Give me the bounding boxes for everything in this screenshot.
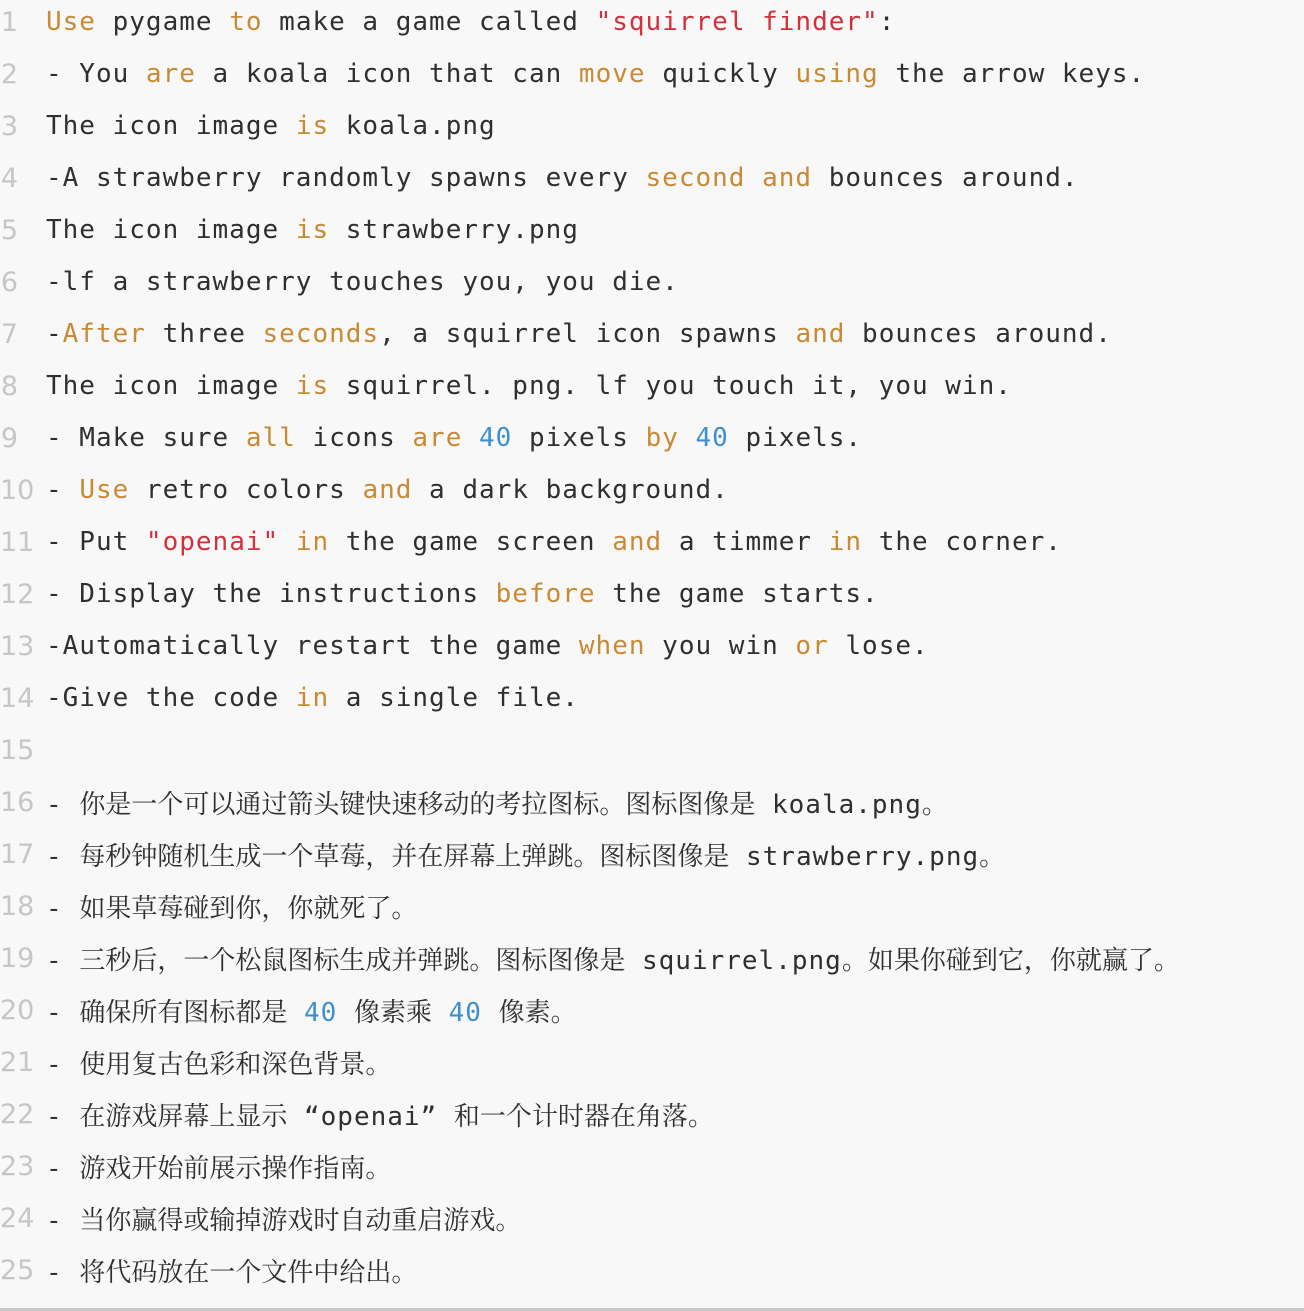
text-token: strawberry.png (729, 841, 980, 872)
text-token: 。如果你碰到它，你就赢了。 (841, 945, 1180, 976)
number-token: 40 (479, 423, 513, 453)
text-token: a koala icon that can (195, 59, 579, 89)
text-token: 。 (921, 789, 948, 820)
text-token: The icon image (46, 371, 296, 401)
text-token: pixels (512, 423, 646, 453)
text-token: The icon image (46, 111, 296, 141)
text-token: you win (645, 631, 796, 661)
text-token: quickly (645, 59, 796, 89)
text-token: bounces around. (812, 163, 1079, 193)
text-token: - Put (46, 527, 146, 557)
text-token (337, 998, 354, 1028)
text-token: 像素。 (498, 997, 577, 1028)
line-content (46, 836, 1304, 873)
line-number: 2 (0, 58, 18, 90)
text-token: pygame (95, 7, 230, 37)
line-content (46, 992, 1304, 1029)
code-line[interactable] (0, 1244, 1304, 1296)
line-number: 20 (0, 994, 35, 1026)
text-token: - (46, 319, 63, 349)
text-token: 当你赢得或输掉游戏时自动重启游戏。 (79, 1205, 522, 1236)
text-token (287, 998, 304, 1028)
text-token: 像素乘 (353, 997, 432, 1028)
text-token: - (46, 997, 80, 1028)
line-number: 16 (0, 786, 35, 818)
text-token: 。 (979, 841, 1006, 872)
line-content (46, 1252, 1304, 1289)
line-content (46, 163, 1304, 193)
keyword-token: before (495, 579, 596, 609)
keyword-token: Use (46, 7, 96, 37)
code-line[interactable] (0, 412, 1304, 464)
text-token: make a game called (262, 7, 596, 37)
number-token: 40 (695, 423, 729, 453)
keyword-token: in (295, 683, 330, 713)
line-number: 12 (0, 578, 35, 610)
text-token: -Automatically restart the game (46, 631, 579, 661)
text-token: - Display the instructions (46, 579, 496, 609)
code-line[interactable] (0, 0, 1304, 48)
code-line[interactable] (0, 308, 1304, 360)
line-content (46, 1044, 1304, 1081)
code-line[interactable] (0, 100, 1304, 152)
text-token: lose. (828, 631, 929, 661)
number-token: 40 (448, 997, 482, 1028)
keyword-token: Use (79, 475, 130, 505)
text-token: - Make sure (46, 423, 246, 453)
text-token: icons (295, 423, 413, 453)
line-content (46, 631, 1304, 661)
keyword-token: second (645, 163, 746, 193)
text-token: 每秒钟随机生成一个草莓，并在屏幕上弹跳。图标图像是 (79, 841, 730, 872)
text-token: bounces around. (845, 319, 1112, 349)
text-token: 和一个计时器在角落。 (453, 1101, 714, 1132)
line-content (46, 475, 1304, 505)
keyword-token: to (229, 7, 263, 37)
text-token: -lf a strawberry touches you, you die. (46, 267, 679, 297)
line-number: 7 (0, 318, 18, 350)
keyword-token: are (145, 59, 196, 89)
code-line[interactable] (0, 984, 1304, 1036)
text-token: 使用复古色彩和深色背景。 (79, 1049, 392, 1080)
line-number: 14 (0, 682, 35, 714)
text-token (679, 423, 696, 453)
line-content (46, 1096, 1304, 1133)
text-token: -A strawberry randomly spawns every (46, 163, 646, 193)
code-line[interactable] (0, 620, 1304, 672)
line-content (46, 371, 1304, 401)
text-token: - You (46, 59, 146, 89)
keyword-token: is (295, 371, 330, 401)
text-token: 确保所有图标都是 (79, 997, 288, 1028)
keyword-token: and (762, 163, 813, 193)
text-token: - (46, 1205, 80, 1236)
code-line[interactable] (0, 932, 1304, 984)
text-token: pixels. (728, 423, 863, 453)
text-token: three (145, 319, 263, 349)
line-content (46, 1200, 1304, 1237)
line-number: 15 (0, 734, 35, 766)
keyword-token: seconds (262, 319, 380, 349)
code-line[interactable] (0, 256, 1304, 308)
line-number: 18 (0, 890, 35, 922)
text-token (432, 998, 449, 1028)
text-token: the corner. (862, 527, 1062, 557)
line-content (46, 527, 1304, 557)
text-token: “openai” (287, 1101, 454, 1132)
code-line[interactable] (0, 568, 1304, 620)
text-token: strawberry.png (329, 215, 579, 245)
code-line[interactable] (0, 48, 1304, 100)
keyword-token: and (795, 319, 846, 349)
line-content (46, 579, 1304, 609)
keyword-token: all (245, 423, 296, 453)
text-token: : (878, 7, 896, 37)
text-token: The icon image (46, 215, 296, 245)
code-line[interactable] (0, 1192, 1304, 1244)
text-token: 你是一个可以通过箭头键快速移动的考拉图标。图标图像是 (79, 789, 756, 820)
keyword-token: using (795, 59, 879, 89)
line-content (46, 784, 1304, 821)
text-token: the game starts. (595, 579, 879, 609)
text-token: 游戏开始前展示操作指南。 (79, 1153, 392, 1184)
text-token: - (46, 945, 80, 976)
code-line[interactable] (0, 724, 1304, 776)
text-token: koala.png (755, 789, 922, 820)
text-token: - (46, 1257, 80, 1288)
line-number: 21 (0, 1046, 35, 1078)
text-token: - (46, 841, 80, 872)
line-number: 24 (0, 1202, 35, 1234)
code-line[interactable] (0, 204, 1304, 256)
code-line[interactable] (0, 776, 1304, 828)
keyword-token: by (645, 423, 679, 453)
code-line[interactable] (0, 464, 1304, 516)
line-content (46, 111, 1304, 141)
code-line[interactable] (0, 1036, 1304, 1088)
line-content (46, 59, 1304, 89)
keyword-token: and (612, 527, 663, 557)
line-number: 1 (0, 6, 18, 38)
line-content (46, 1148, 1304, 1185)
line-number: 13 (0, 630, 35, 662)
line-number: 23 (0, 1150, 35, 1182)
line-number: 9 (0, 422, 18, 454)
text-token: - (46, 1101, 80, 1132)
string-token: "openai" (145, 527, 280, 557)
keyword-token: are (412, 423, 463, 453)
text-token: koala.png (329, 111, 496, 141)
text-token: the arrow keys. (878, 59, 1146, 89)
line-number: 17 (0, 838, 35, 870)
text-token: a single file. (329, 683, 579, 713)
keyword-token: is (295, 111, 330, 141)
code-line[interactable] (0, 360, 1304, 412)
code-line[interactable] (0, 880, 1304, 932)
line-content (46, 7, 1304, 37)
line-content (46, 423, 1304, 453)
keyword-token: or (795, 631, 829, 661)
text-token: 三秒后，一个松鼠图标生成并弹跳。图标图像是 (79, 945, 626, 976)
text-token (482, 998, 499, 1028)
line-content (46, 267, 1304, 297)
text-token: 将代码放在一个文件中给出。 (79, 1257, 418, 1288)
text-token (462, 423, 479, 453)
text-token: - (46, 789, 80, 820)
code-line[interactable] (0, 152, 1304, 204)
keyword-token: is (295, 215, 330, 245)
line-number: 10 (0, 474, 35, 506)
text-token: - (46, 1153, 80, 1184)
text-token: - (46, 1049, 80, 1080)
line-number: 4 (0, 162, 18, 194)
keyword-token: when (578, 631, 646, 661)
text-token: -Give the code (46, 683, 296, 713)
line-number: 3 (0, 110, 18, 142)
code-line[interactable] (0, 1140, 1304, 1192)
line-content (46, 888, 1304, 925)
code-line[interactable] (0, 516, 1304, 568)
code-line[interactable] (0, 672, 1304, 724)
line-number: 11 (0, 526, 35, 558)
line-number: 5 (0, 214, 18, 246)
line-number: 22 (0, 1098, 35, 1130)
text-token: the game screen (329, 527, 613, 557)
text-token (745, 163, 762, 193)
text-token (279, 527, 296, 557)
text-token: 在游戏屏幕上显示 (79, 1101, 288, 1132)
line-content (46, 215, 1304, 245)
line-content (46, 319, 1304, 349)
text-token: , a squirrel icon spawns (379, 319, 796, 349)
text-token: a timmer (662, 527, 829, 557)
string-token: "squirrel finder" (595, 7, 879, 37)
text-token: squirrel.png (625, 945, 842, 976)
keyword-token: and (362, 475, 413, 505)
line-content (46, 683, 1304, 713)
text-token: - (46, 475, 80, 505)
text-token: a dark background. (412, 475, 729, 505)
line-content (46, 940, 1304, 977)
code-line[interactable] (0, 828, 1304, 880)
text-token: retro colors (129, 475, 363, 505)
text-token: - (46, 893, 80, 924)
line-number: 8 (0, 370, 18, 402)
keyword-token: move (578, 59, 646, 89)
keyword-token: in (295, 527, 330, 557)
line-number: 19 (0, 942, 35, 974)
line-number: 25 (0, 1254, 35, 1286)
keyword-token: After (62, 319, 146, 349)
text-token: squirrel. png. lf you touch it, you win. (329, 371, 1012, 401)
number-token: 40 (303, 997, 338, 1028)
code-line[interactable] (0, 1088, 1304, 1140)
line-number: 6 (0, 266, 18, 298)
text-token: 如果草莓碰到你，你就死了。 (79, 893, 418, 924)
keyword-token: in (828, 527, 863, 557)
